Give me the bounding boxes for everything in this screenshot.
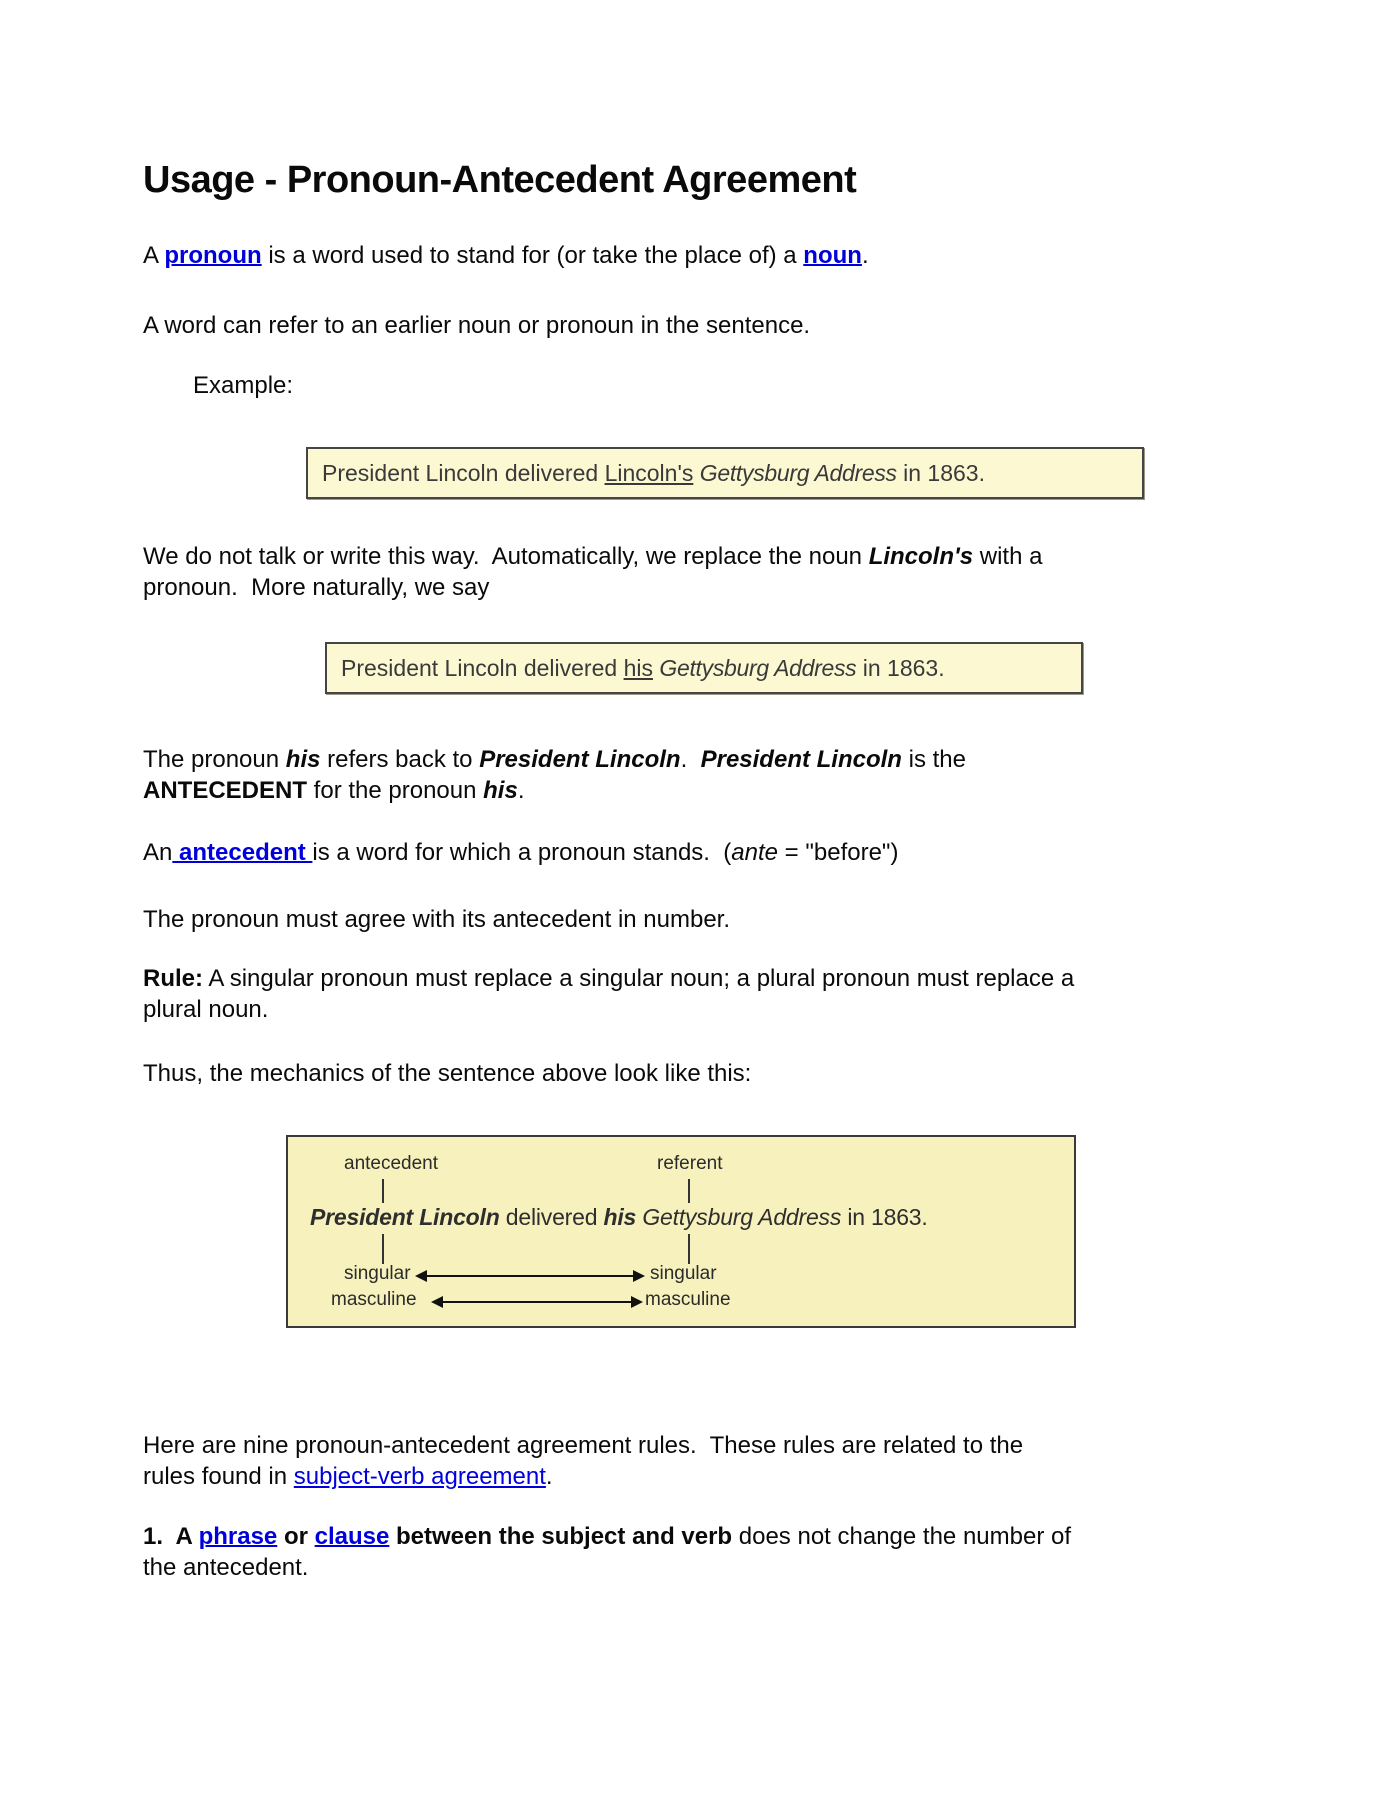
paragraph-rule — [143, 963, 1153, 1025]
diagram-connector-line — [382, 1179, 384, 1203]
text-segment: for the pronoun — [307, 777, 484, 804]
diagram-sentence — [310, 1203, 928, 1231]
text-segment: President Lincoln delivered — [341, 655, 624, 681]
rule-label: Rule: — [143, 965, 203, 992]
text-segment: = "before") — [778, 839, 899, 866]
subject-verb-agreement-link[interactable]: subject-verb agreement — [293, 1463, 546, 1490]
text-segment: with a — [973, 543, 1043, 570]
double-arrow-icon — [442, 1301, 632, 1303]
text-segment: President Lincoln delivered — [322, 460, 605, 486]
text-segment: 1. A — [143, 1523, 199, 1550]
text-segment: . — [861, 242, 869, 269]
emphasis-his: his — [285, 746, 321, 773]
text-segment: . — [517, 777, 525, 804]
page-title: Usage - Pronoun-Antecedent Agreement — [143, 159, 857, 201]
diagram-masculine-left: masculine — [331, 1289, 417, 1310]
paragraph-thus: Thus, the mechanics of the sentence above look like this: — [143, 1060, 752, 1087]
paragraph-antecedent-definition — [143, 837, 1153, 868]
text-segment: Here are nine pronoun-antecedent agreement rules. These rules are related to the — [143, 1432, 1024, 1459]
text-segment: in 1863. — [896, 460, 985, 486]
text-segment: is the — [901, 746, 966, 773]
noun-link[interactable]: noun — [803, 242, 862, 269]
antecedent-link[interactable]: antecedent — [172, 839, 313, 866]
diagram-label-referent: referent — [657, 1153, 723, 1174]
diagram-label-antecedent: antecedent — [344, 1153, 439, 1174]
clause-link[interactable]: clause — [314, 1523, 390, 1550]
italic-title: Gettysburg Address — [699, 460, 897, 486]
double-arrow-icon — [426, 1275, 634, 1277]
text-segment: is a word used to stand for (or take the place of) a — [261, 242, 804, 269]
text-segment: does not change the number of — [732, 1523, 1071, 1550]
text-segment: We do not talk or write this way. Automatically, we replace the noun — [143, 543, 869, 570]
text-segment: The pronoun — [143, 746, 286, 773]
text-segment: is a word for which a pronoun stands. ( — [312, 839, 732, 866]
text-segment: in 1863. — [856, 655, 945, 681]
emphasis-lincolns: Lincoln's — [868, 543, 974, 570]
diagram-connector-line — [382, 1234, 384, 1264]
text-segment: or — [277, 1523, 315, 1550]
example-label: Example: — [193, 372, 294, 399]
example-sentence-image-1 — [306, 447, 1144, 499]
text-segment: A — [143, 242, 165, 269]
paragraph-agree: The pronoun must agree with its antecedent in number. — [143, 906, 731, 933]
phrase-link[interactable]: phrase — [198, 1523, 278, 1550]
italic-title: Gettysburg Address — [659, 655, 857, 681]
diagram-singular-left: singular — [344, 1263, 411, 1284]
emphasis-president-lincoln: President Lincoln — [479, 746, 681, 773]
underlined-word: Lincoln's — [604, 460, 694, 486]
paragraph-pronoun-definition — [143, 240, 1153, 271]
emphasis-president-lincoln: President Lincoln — [310, 1204, 500, 1230]
paragraph-we-do-not — [143, 541, 1153, 603]
diagram-masculine-right: masculine — [645, 1289, 731, 1310]
emphasis-his: his — [483, 777, 518, 804]
emphasis-president-lincoln: President Lincoln — [700, 746, 902, 773]
diagram-singular-right: singular — [650, 1263, 717, 1284]
text-segment: rules found in — [143, 1463, 294, 1490]
italic-title: Gettysburg Address — [642, 1204, 842, 1230]
text-segment: refers back to — [320, 746, 480, 773]
text-segment: the antecedent. — [143, 1554, 309, 1581]
diagram-connector-line — [688, 1234, 690, 1264]
paragraph-refer: A word can refer to an earlier noun or pronoun in the sentence. — [143, 312, 811, 339]
pronoun-link[interactable]: pronoun — [164, 242, 262, 269]
underlined-word: his — [623, 655, 653, 681]
paragraph-nine-rules — [143, 1430, 1153, 1492]
paragraph-refers-back — [143, 744, 1153, 806]
text-segment: . — [680, 746, 701, 773]
text-segment: A singular pronoun must replace a singular noun; a plural pronoun must replace a — [203, 965, 1075, 992]
paragraph-rule-1 — [143, 1521, 1153, 1583]
text-segment: pronoun. More naturally, we say — [143, 574, 490, 601]
text-segment: An — [143, 839, 173, 866]
emphasis-his: his — [603, 1204, 637, 1230]
diagram-connector-line — [688, 1179, 690, 1203]
text-segment: delivered — [499, 1204, 604, 1230]
text-segment: in 1863. — [841, 1204, 928, 1230]
text-segment: between the subject and verb — [389, 1523, 733, 1550]
italic-ante: ante — [731, 839, 778, 866]
example-sentence-image-2 — [325, 642, 1083, 694]
text-segment: plural noun. — [143, 996, 269, 1023]
text-segment: . — [545, 1463, 553, 1490]
mechanics-diagram-image — [286, 1135, 1076, 1328]
emphasis-antecedent-caps: ANTECEDENT — [143, 777, 308, 804]
